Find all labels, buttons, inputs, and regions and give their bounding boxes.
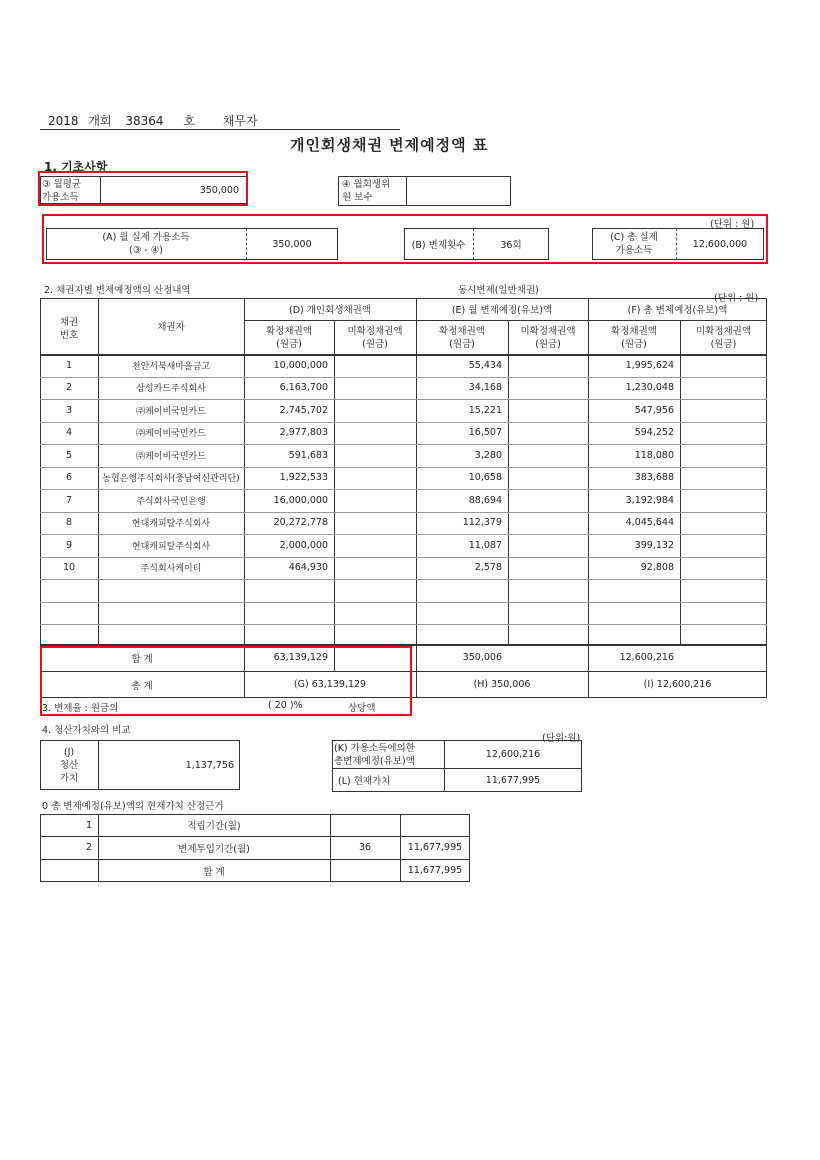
row-d-confirmed: 1,922,533 [279, 472, 328, 484]
l-label: (L) 현재가치 [338, 776, 391, 787]
section2-heading: 2. 채권자별 변제예정액의 산정내역 [44, 285, 191, 296]
monthly-income-label: ③ 월평균 가용소득 [42, 179, 82, 203]
row-f-confirmed: 92,808 [640, 562, 674, 574]
case-number: 38364 [125, 114, 164, 128]
total-label: 총 계 [131, 680, 153, 692]
section5-heading: 0 총 변제예정(유보)액의 현재가치 산정근거 [42, 801, 224, 812]
row-creditor: 현대캐피탈주식회사 [131, 519, 211, 530]
row-e-confirmed: 88,694 [468, 494, 502, 506]
row-f-confirmed: 4,045,644 [625, 517, 674, 529]
row-f-confirmed: 399,132 [634, 539, 674, 551]
row-d-confirmed: 20,272,778 [273, 517, 328, 529]
row-d-confirmed: 2,000,000 [279, 539, 328, 551]
c-value: 12,600,000 [692, 238, 748, 250]
row-f-confirmed: 1,230,048 [625, 382, 674, 394]
section2-unit: (단위 : 원) [714, 293, 759, 304]
trustee-fee-label: ④ 월회생위 원 보수 [342, 179, 391, 203]
row-no: 5 [65, 449, 73, 461]
debtor-label: 채무자 [222, 114, 258, 128]
row-e-confirmed: 16,507 [468, 427, 502, 439]
c-label: (C) 총 실제 가용소득 [610, 232, 658, 256]
sum-f: 12,600,216 [619, 652, 674, 663]
pv-row-no: 2 [85, 842, 92, 853]
l-value: 11,677,995 [485, 774, 541, 786]
e-unconfirmed-header: 미확정채권액 (원금) [520, 326, 576, 350]
section4-unit: (단위:원) [542, 733, 581, 744]
case-type: 개회 [88, 114, 112, 128]
row-creditor: 농협은행주식회사(충남여신관리단) [102, 474, 240, 485]
a-label: (A) 월 실제 가용소득 (③ - ④) [102, 232, 190, 256]
section1-heading: 1. 기초사항 [44, 160, 108, 174]
header-underline [40, 129, 400, 130]
d-unconfirmed-header: 미확정채권액 (원금) [347, 326, 403, 350]
pv-row-label: 적립기간(월) [187, 821, 241, 832]
k-value: 12,600,216 [485, 748, 541, 760]
pv-row-label: 합 계 [203, 866, 225, 878]
row-f-confirmed: 118,080 [634, 449, 674, 461]
row-no: 4 [65, 427, 73, 439]
f-unconfirmed-header: 미확정채권액 (원금) [695, 326, 752, 350]
pv-row-months [330, 814, 400, 836]
section1-unit: (단위 : 원) [710, 219, 755, 230]
row-e-confirmed: 3,280 [474, 449, 502, 461]
row-e-confirmed: 11,087 [468, 539, 502, 551]
row-no: 10 [62, 562, 76, 574]
repayment-rate-suffix: 상당액 [348, 703, 376, 714]
pv-row-months [330, 859, 400, 882]
row-no: 7 [65, 494, 73, 506]
pv-row-value: 11,677,995 [407, 842, 463, 853]
col-d-header: (D) 개인회생채권액 [289, 305, 371, 316]
row-no: 2 [65, 382, 73, 394]
b-value: 36회 [500, 240, 522, 251]
row-creditor: 주식회사케이티 [140, 564, 202, 575]
row-e-confirmed: 10,658 [468, 472, 502, 484]
sum-e: 350,006 [462, 652, 502, 663]
trustee-fee-value [406, 176, 510, 206]
row-d-confirmed: 10,000,000 [273, 359, 328, 371]
row-no: 9 [65, 539, 73, 551]
col-creditor-header: 채권자 [157, 322, 185, 333]
row-creditor: 삼성카드주식회사 [136, 384, 206, 395]
row-no: 8 [65, 517, 73, 529]
row-f-confirmed: 383,688 [634, 472, 674, 484]
row-d-confirmed: 464,930 [288, 562, 328, 574]
pv-row-months: 36 [358, 842, 372, 853]
col-no-header: 채권 번호 [59, 317, 79, 341]
sum-d: 63,139,129 [273, 652, 328, 663]
f-confirmed-header: 확정채권액 (원금) [611, 326, 657, 350]
row-creditor: ㈜케이비국민카드 [136, 429, 206, 440]
col-e-header: (E) 월 변제예정(유보)액 [451, 305, 553, 316]
row-creditor: ㈜케이비국민카드 [136, 451, 206, 462]
total-h: (H) 350,006 [473, 679, 531, 690]
col-f-header: (F) 총 변제예정(유보)액 [627, 305, 728, 316]
row-d-confirmed: 2,745,702 [279, 404, 328, 416]
row-no: 6 [65, 472, 73, 484]
row-d-confirmed: 591,683 [288, 449, 328, 461]
row-creditor: 현대캐피탈주식회사 [131, 541, 211, 552]
row-creditor: 천안서북새마을금고 [131, 361, 211, 372]
pv-row-no [40, 859, 98, 882]
j-label: (J) 청산 가치 [59, 747, 79, 784]
row-no: 1 [65, 359, 73, 371]
row-creditor: ㈜케이비국민카드 [136, 406, 206, 417]
d-confirmed-header: 확정채권액 (원금) [266, 326, 312, 350]
pv-row-label: 변제투입기간(월) [178, 843, 250, 855]
section2-method: 동시변제(일반채권) [458, 285, 539, 296]
e-confirmed-header: 확정채권액 (원금) [439, 326, 485, 350]
row-e-confirmed: 112,379 [462, 517, 502, 529]
row-d-confirmed: 2,977,803 [279, 427, 328, 439]
total-i: (I) 12,600,216 [643, 679, 712, 690]
row-d-confirmed: 6,163,700 [279, 382, 328, 394]
row-no: 3 [65, 404, 73, 416]
total-g: (G) 63,139,129 [293, 679, 367, 690]
row-e-confirmed: 15,221 [468, 404, 502, 416]
highlight-monthly-income [38, 171, 248, 206]
case-ho: 호 [183, 114, 195, 128]
a-value: 350,000 [272, 238, 312, 250]
page-title: 개인회생채권 변제예정액 표 [290, 136, 489, 154]
pv-row-no: 1 [85, 819, 92, 831]
highlight-totals [40, 646, 412, 716]
repayment-rate-value: ( 20 )% [268, 700, 303, 711]
highlight-available-income [42, 214, 768, 264]
repayment-rate-label: 3. 변제율 : 원금의 [42, 703, 119, 714]
case-year: 2018 [48, 114, 79, 128]
k-label: (K) 가용소득에의한 총변제예정(유보)액 [334, 743, 415, 767]
section4-heading: 4. 청산가치와의 비교 [42, 725, 131, 736]
row-f-confirmed: 594,252 [634, 427, 674, 439]
monthly-income-value: 350,000 [199, 184, 239, 196]
case-header [48, 112, 258, 129]
b-label: (B) 변제횟수 [411, 240, 466, 251]
pv-row-value [400, 814, 470, 836]
row-f-confirmed: 1,995,624 [625, 359, 674, 371]
row-d-confirmed: 16,000,000 [273, 494, 328, 506]
pv-row-value: 11,677,995 [407, 865, 463, 876]
j-value: 1,137,756 [185, 759, 234, 771]
row-f-confirmed: 3,192,984 [625, 494, 674, 506]
row-e-confirmed: 55,434 [468, 359, 502, 371]
row-e-confirmed: 2,578 [474, 562, 502, 574]
row-e-confirmed: 34,168 [468, 382, 502, 394]
row-f-confirmed: 547,956 [634, 404, 674, 416]
row-creditor: 주식회사국민은행 [136, 496, 206, 507]
sum-label: 합 계 [131, 653, 153, 665]
